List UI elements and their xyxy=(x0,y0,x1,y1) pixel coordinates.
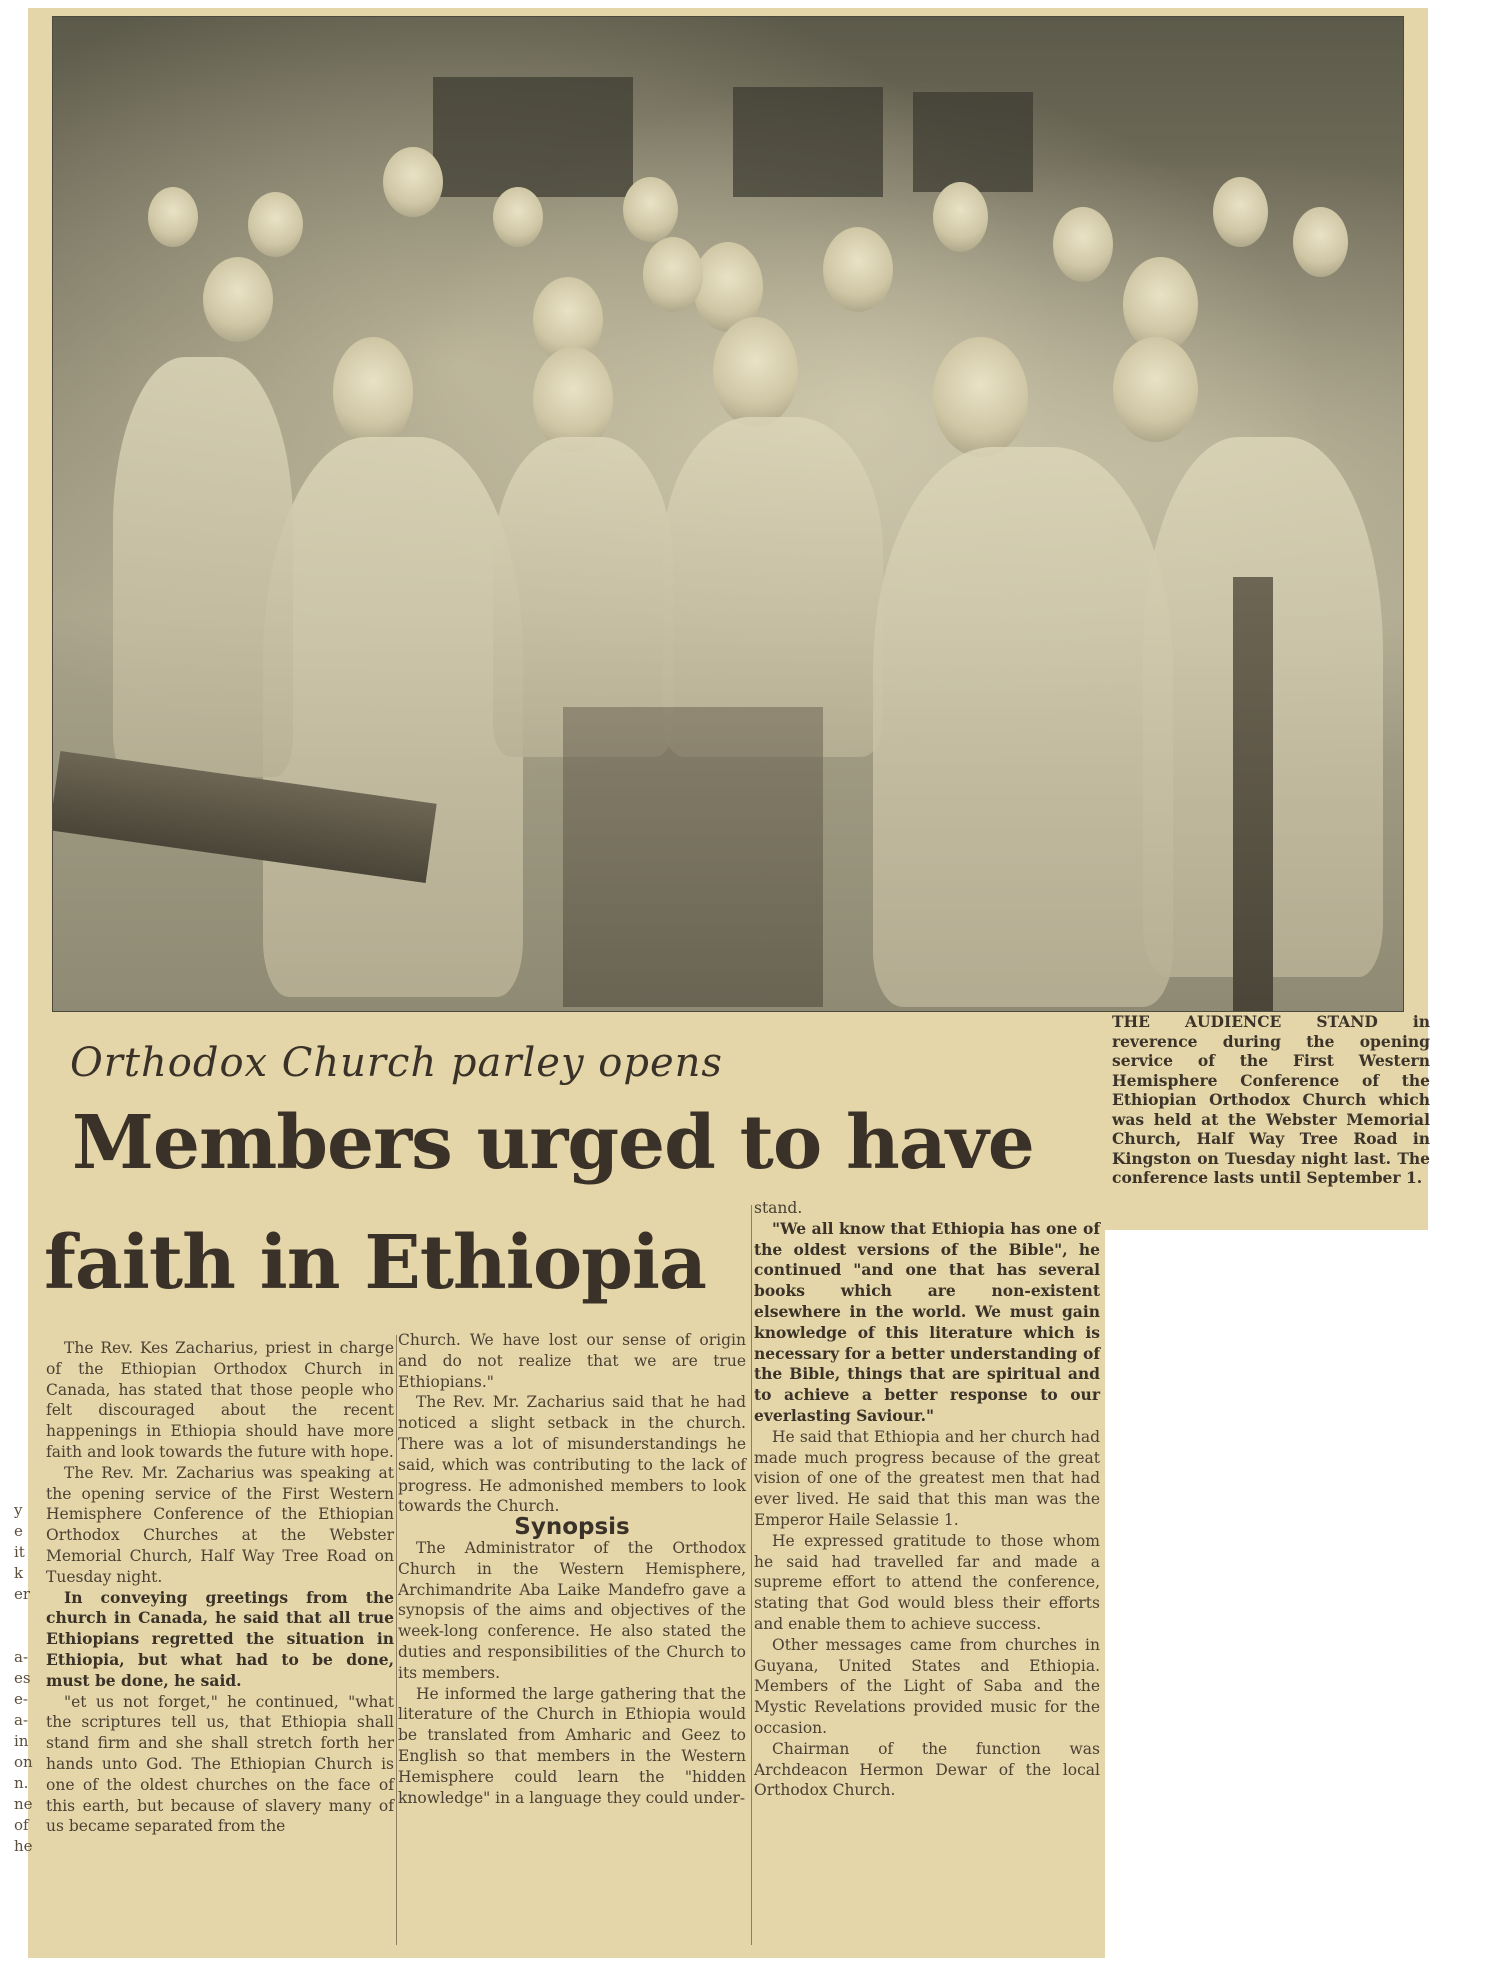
photo-figure-robe xyxy=(113,357,293,777)
headline-line-1: Members urged to have xyxy=(72,1100,1034,1186)
article-column-1 xyxy=(46,1338,394,1837)
photo-figure-robe xyxy=(263,437,523,997)
paragraph: Chairman of the function was Archdeacon Hermon Dewar of the local Orthodox Church. xyxy=(754,1739,1100,1800)
fragment: on xyxy=(14,1753,33,1771)
fragment: he xyxy=(14,1837,33,1855)
photo-caption: THE AUDIENCE STAND in reverence during the opening service of the First Western Hemisphere Conference of the Ethiopian Orthodox Church which was held at the Webster Memorial Church, Half Way Tree Road in Kingston on Tuesday night last. The conference lasts until September 1. xyxy=(1112,1012,1430,1187)
photo-figure-head xyxy=(1113,337,1198,442)
photo-figure-head xyxy=(643,237,703,312)
column-rule xyxy=(396,1335,397,1945)
paragraph: Other messages came from churches in Guyana, United States and Ethiopia. Members of the Light of Saba and the Mystic Revelations provided music for the occasion. xyxy=(754,1635,1100,1737)
paragraph-bold: "We all know that Ethiopia has one of the oldest versions of the Bible", he continued "and one that has several books which are non-existent elsewhere in the world. We must gain knowledge of this literature which is necessary for a better understanding of the Bible, things that are spiritual and to achieve a better response to our everlasting Saviour." xyxy=(754,1218,1100,1425)
headline-line-2: faith in Ethiopia xyxy=(44,1220,706,1306)
fragment: a- xyxy=(14,1711,29,1729)
photo-chair xyxy=(1233,577,1273,1012)
fragment: of xyxy=(14,1816,29,1834)
photo-figure-head xyxy=(823,227,893,312)
photo-figure-head xyxy=(1053,207,1113,282)
paragraph: The Rev. Mr. Zacharius was speaking at the opening service of the First Western Hemisphere Conference of the Ethiopian Orthodox Churches at the Webster Memorial Church, Half Way Tree Road on Tuesday night. xyxy=(46,1463,394,1586)
photo-figure-head xyxy=(1213,177,1268,247)
paragraph-bold: In conveying greetings from the church in Canada, he said that all true Ethiopians regretted the situation in Ethiopia, but what had to be done, must be done, he said. xyxy=(46,1587,394,1690)
kicker-headline: Orthodox Church parley opens xyxy=(70,1040,723,1086)
article-column-3 xyxy=(754,1198,1100,1801)
paragraph: "et us not forget," he continued, "what the scriptures tell us, that Ethiopia shall stand firm and she shall stretch forth her hands unto God. The Ethiopian Church is one of the oldest churches on the face of this earth, but because of slavery many of us became separated from the xyxy=(46,1692,394,1836)
paragraph: stand. xyxy=(754,1199,803,1217)
paragraph: The Administrator of the Orthodox Church in the Western Hemisphere, Archimandrite Aba Laike Mandefro gave a synopsis of the aims and objectives of the week-long conference. He also stated the duties and responsibilities of the Church to its members. xyxy=(398,1538,746,1682)
paragraph: The Rev. Kes Zacharius, priest in charge of the Ethiopian Orthodox Church in Canada, has stated that those people who felt discouraged about the recent happenings in Ethiopia should have more faith and look towards the future with hope. xyxy=(46,1339,394,1461)
fragment: e- xyxy=(14,1690,28,1708)
photo-figure-head xyxy=(933,337,1028,457)
photo-figure-head xyxy=(148,187,198,247)
column-rule xyxy=(751,1205,752,1945)
photo-figure-head xyxy=(493,187,543,247)
fragment xyxy=(14,1626,44,1647)
fragment: es xyxy=(14,1669,31,1687)
fragment: ne xyxy=(14,1795,33,1813)
photo-figure-head xyxy=(383,147,443,217)
photo-figure-head xyxy=(623,177,678,242)
photo-figure-head xyxy=(333,337,413,447)
photo-figure-head xyxy=(713,317,798,427)
photo-window xyxy=(913,92,1033,192)
fragment: e xyxy=(14,1522,23,1540)
photo-figure-robe xyxy=(663,417,883,757)
fragment: it xyxy=(14,1543,25,1561)
paragraph: Church. We have lost our sense of origin and do not realize that we are true Ethiopians." xyxy=(398,1331,746,1391)
fragment xyxy=(14,1605,44,1626)
photo-lectern xyxy=(563,707,823,1007)
fragment: n. xyxy=(14,1774,29,1792)
subheading: Synopsis xyxy=(514,1514,630,1541)
adjacent-column-fragments xyxy=(14,1500,44,1857)
fragment: in xyxy=(14,1732,29,1750)
fragment: k xyxy=(14,1564,24,1582)
clipping-cutout xyxy=(1105,1230,1465,1970)
news-photo xyxy=(52,16,1404,1012)
paragraph: The Rev. Mr. Zacharius said that he had noticed a slight setback in the church. There was a lot of misunderstandings he said, which was contributing to the lack of progress. He admonished members to look towards the Church. xyxy=(398,1393,746,1516)
fragment: y xyxy=(14,1501,23,1519)
photo-window xyxy=(733,87,883,197)
paragraph: He said that Ethiopia and her church had made much progress because of the great vision of one of the greatest men that had ever lived. He said that this man was the Emperor Haile Selassie 1. xyxy=(754,1427,1100,1529)
fragment: er xyxy=(14,1585,31,1603)
photo-figure-head xyxy=(1293,207,1348,277)
photo-figure-head xyxy=(933,182,988,252)
paragraph: He informed the large gathering that the literature of the Church in Ethiopia would be translated from Amharic and Geez to English so that members in the Western Hemisphere could learn the "hidden knowledge" in a language they could under- xyxy=(398,1684,746,1807)
fragment: a- xyxy=(14,1648,29,1666)
article-column-2 xyxy=(398,1330,746,1808)
paragraph: He expressed gratitude to those whom he said had travelled far and made a supreme effort to attend the conference, stating that God would bless their efforts and enable them to achieve success. xyxy=(754,1531,1100,1633)
photo-figure-robe xyxy=(873,447,1173,1007)
photo-window xyxy=(433,77,633,197)
photo-figure-head xyxy=(248,192,303,257)
photo-figure-head xyxy=(203,257,273,342)
